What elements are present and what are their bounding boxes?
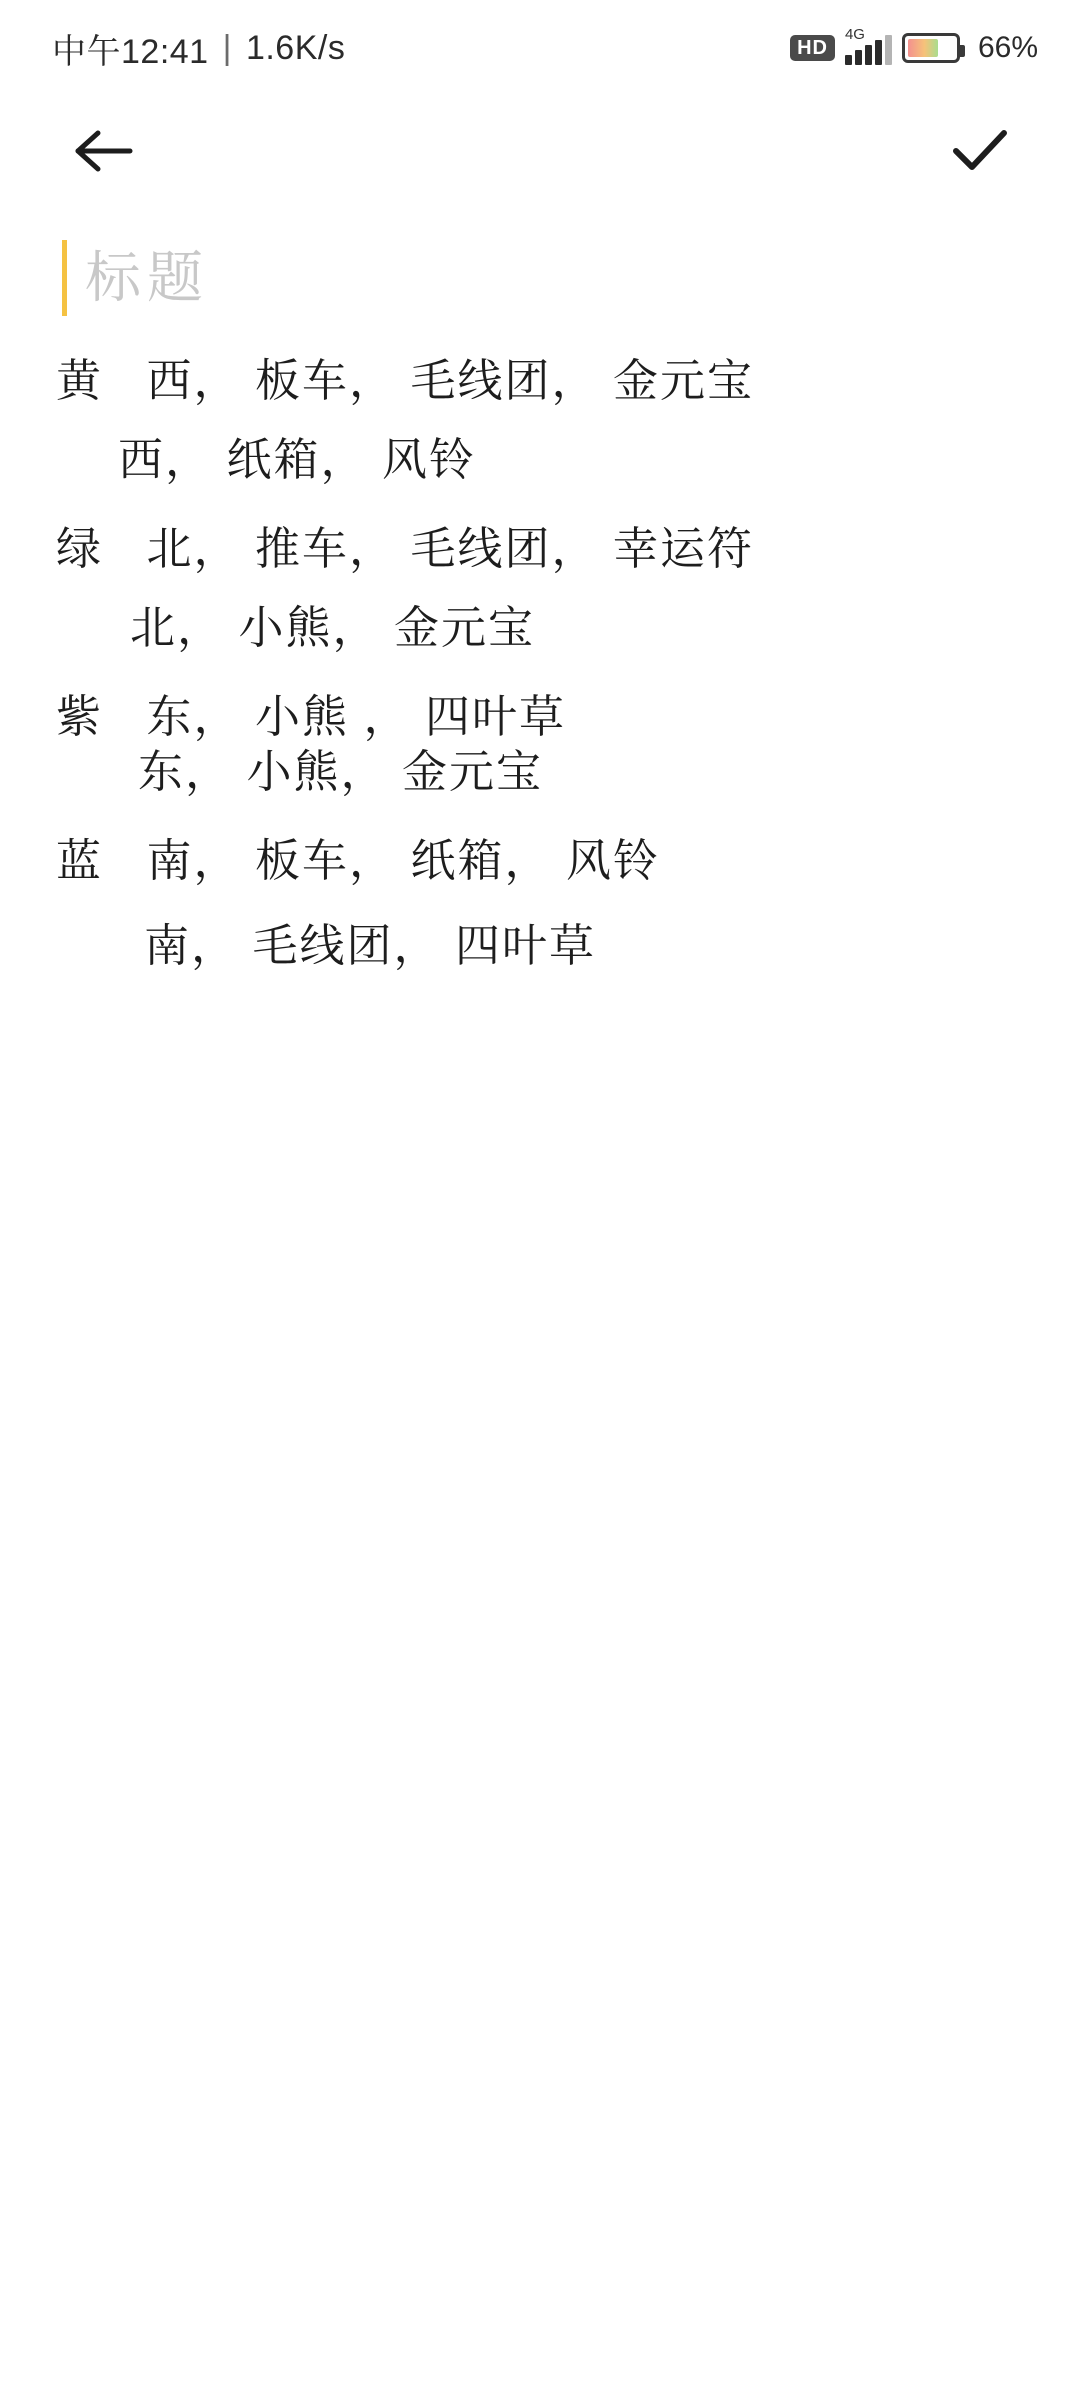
title-input[interactable]: 标题 [85, 246, 209, 309]
battery-percent-label: 66% [977, 31, 1038, 64]
signal-bar [875, 40, 882, 65]
status-separator: | [222, 28, 232, 67]
note-line[interactable]: 黄 西， 板车， 毛线团， 金元宝 [56, 355, 755, 406]
battery-icon [902, 33, 960, 63]
note-line[interactable]: 紫 东， 小熊 ， 四叶草 [56, 691, 567, 742]
hd-icon: HD [790, 35, 835, 61]
note-line[interactable]: 南， 毛线团， 四叶草 [144, 920, 597, 971]
note-line[interactable]: 西， 纸箱， 风铃 [118, 434, 477, 485]
status-time: 中午12:41 [52, 32, 209, 71]
note-line[interactable]: 北， 小熊， 金元宝 [130, 602, 536, 653]
title-input-row[interactable] [0, 232, 1080, 324]
signal-bar [855, 50, 862, 65]
signal-bar [865, 45, 872, 65]
confirm-button[interactable] [938, 109, 1022, 193]
note-line[interactable]: 蓝 南， 板车， 纸箱， 风铃 [56, 835, 661, 886]
battery-fill [908, 39, 938, 57]
top-navigation-bar [0, 96, 1080, 206]
status-network-speed: 1.6K/s [245, 28, 346, 67]
note-content[interactable] [0, 355, 1080, 971]
note-line[interactable]: 东， 小熊， 金元宝 [138, 746, 544, 797]
signal-bar [885, 35, 892, 65]
check-icon [950, 127, 1010, 175]
status-bar-right [790, 26, 1038, 65]
text-cursor [62, 240, 67, 316]
arrow-left-icon [72, 127, 136, 175]
back-button[interactable] [62, 109, 146, 193]
note-line[interactable]: 绿 北， 推车， 毛线团， 幸运符 [56, 523, 755, 574]
signal-strength-icon [844, 26, 892, 65]
status-bar [0, 0, 1080, 96]
network-type-label: 4G [844, 26, 865, 43]
status-bar-left [52, 24, 345, 73]
signal-bar [845, 55, 852, 65]
